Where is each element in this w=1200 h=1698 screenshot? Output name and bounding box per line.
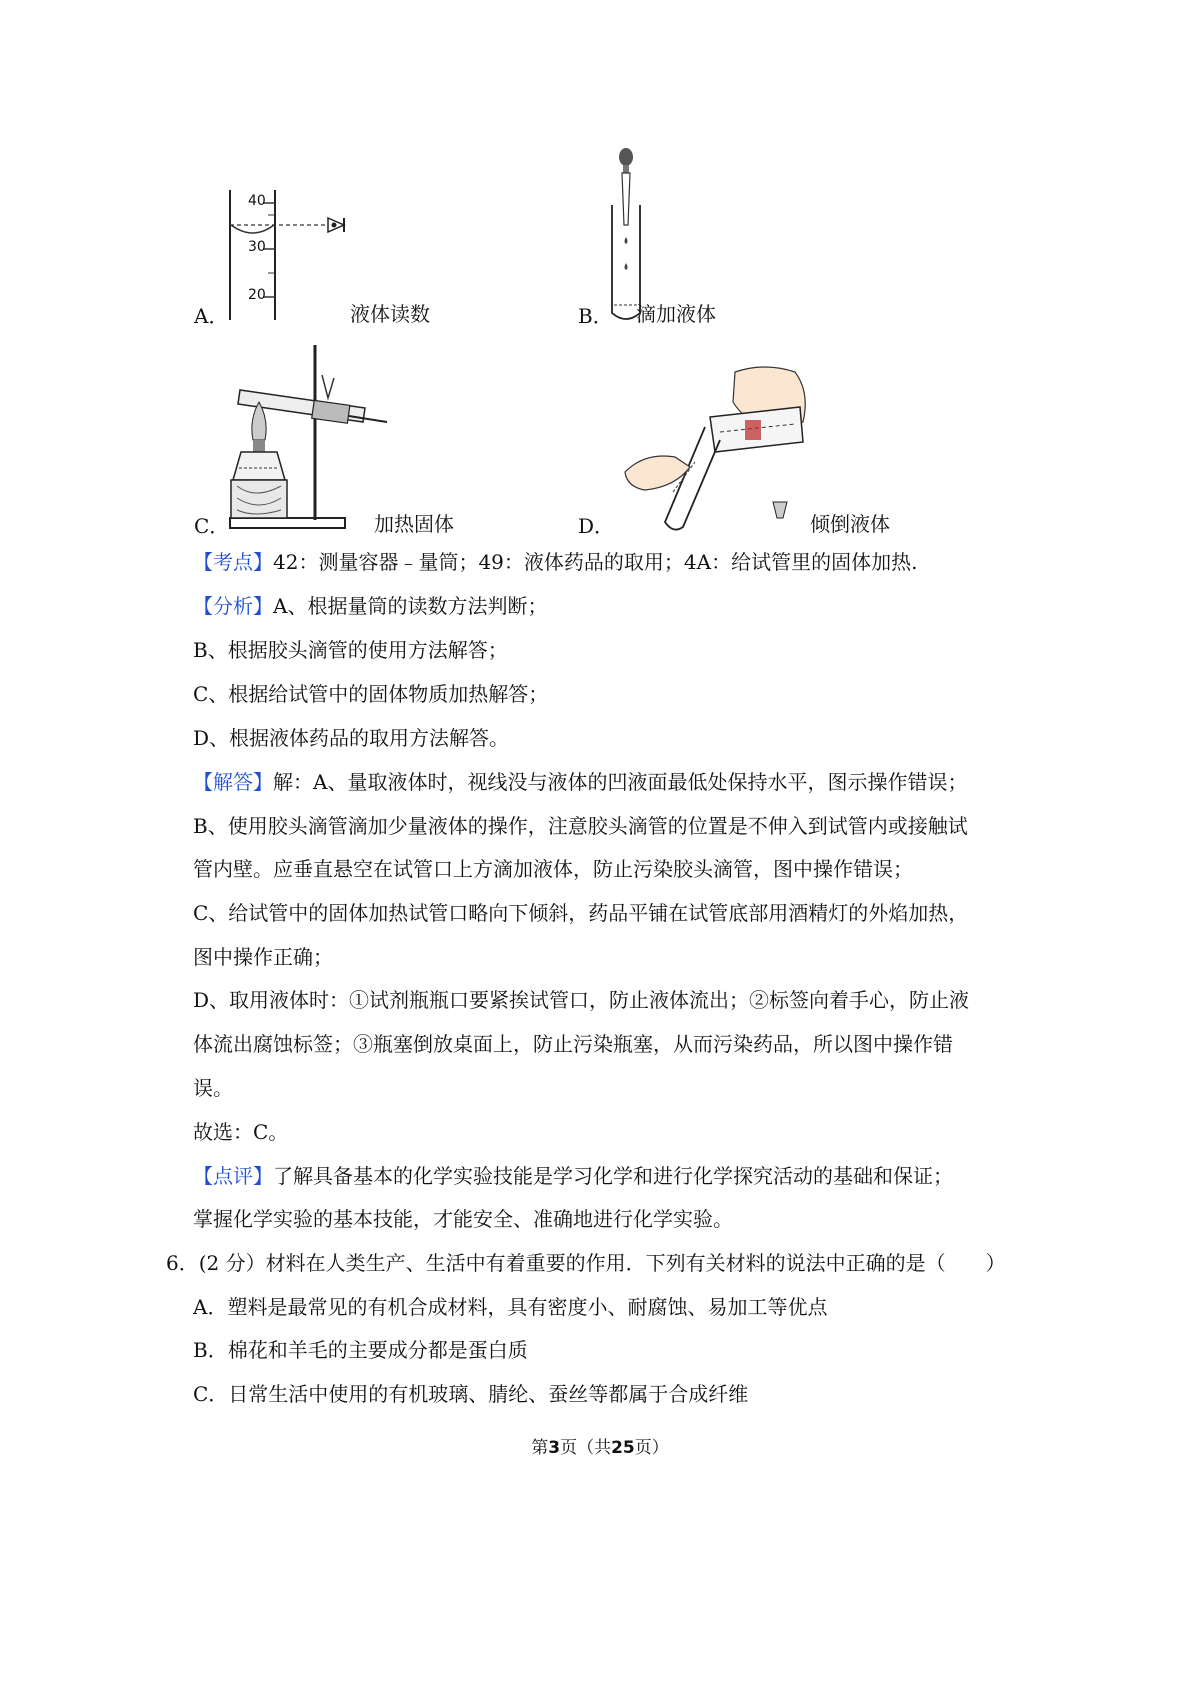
question-6-option-a: A．塑料是最常见的有机合成材料，具有密度小、耐腐蚀、易加工等优点 <box>193 1295 828 1319</box>
jieda-line-6: D、取用液体时：①试剂瓶瓶口要紧挨试管口，防止液体流出；②标签向着手心，防止液 <box>193 988 970 1012</box>
figure-a-tick-20: 20 <box>248 287 266 303</box>
footer-total-pages: 25 <box>611 1438 635 1458</box>
footer-prefix: 第 <box>531 1438 549 1458</box>
jieda-line-5: 图中操作正确； <box>193 945 333 969</box>
figure-a-cylinder-reading <box>220 185 360 325</box>
jieda-line-4: C、给试管中的固体加热试管口略向下倾斜，药品平铺在试管底部用酒精灯的外焰加热， <box>193 901 969 925</box>
figure-a-caption: 液体读数 <box>350 302 430 326</box>
question-6-option-c: C．日常生活中使用的有机玻璃、腈纶、蚕丝等都属于合成纤维 <box>193 1382 749 1406</box>
jieda-line-1 <box>193 768 967 796</box>
fenxi-line-3: C、根据给试管中的固体物质加热解答； <box>193 682 549 706</box>
figure-c-caption: 加热固体 <box>374 512 454 536</box>
figure-a-tick-40: 40 <box>248 193 266 209</box>
figure-b-dropper <box>600 145 650 325</box>
figure-b-letter: B． <box>578 304 613 328</box>
dianping-text-1: 了解具备基本的化学实验技能是学习化学和进行化学探究活动的基础和保证； <box>273 1164 953 1188</box>
fenxi-tag: 【分析】 <box>193 594 273 618</box>
question-6-stem: 6．(2 分）材料在人类生产、生活中有着重要的作用．下列有关材料的说法中正确的是（ ） <box>166 1251 1006 1275</box>
figure-c-heating-setup <box>225 340 395 535</box>
dianping-line-2: 掌握化学实验的基本技能，才能安全、准确地进行化学实验。 <box>193 1207 733 1231</box>
fenxi-line-2: B、根据胶头滴管的使用方法解答； <box>193 638 508 662</box>
jieda-line-2: B、使用胶头滴管滴加少量液体的操作，注意胶头滴管的位置是不伸入到试管内或接触试 <box>193 814 968 838</box>
figure-b-caption: 滴加液体 <box>636 302 716 326</box>
figure-a-tick-30: 30 <box>248 239 266 255</box>
jieda-text-1: 解：A、量取液体时，视线没与液体的凹液面最低处保持水平，图示操作错误； <box>273 770 968 794</box>
figure-d-caption: 倾倒液体 <box>810 512 890 536</box>
figure-d-letter: D． <box>578 514 615 538</box>
jieda-line-8: 误。 <box>193 1076 233 1100</box>
jieda-line-3: 管内壁。应垂直悬空在试管口上方滴加液体，防止污染胶头滴管，图中操作错误； <box>193 857 913 881</box>
kaodian-text: 42：测量容器﹣量筒；49：液体药品的取用；4A：给试管里的固体加热. <box>273 550 918 574</box>
jieda-tag: 【解答】 <box>193 770 273 794</box>
kaodian-line <box>193 548 917 576</box>
figure-c-letter: C． <box>194 514 230 538</box>
fenxi-line-4: D、根据液体药品的取用方法解答。 <box>193 726 510 750</box>
fenxi-text-1: A、根据量筒的读数方法判断； <box>273 594 548 618</box>
dianping-tag: 【点评】 <box>193 1164 273 1188</box>
jieda-line-7: 体流出腐蚀标签；③瓶塞倒放桌面上，防止污染瓶塞，从而污染药品，所以图中操作错 <box>193 1032 953 1056</box>
fenxi-line-1 <box>193 592 547 620</box>
dianping-line-1 <box>193 1162 953 1190</box>
figure-d-pouring-liquid <box>615 362 815 532</box>
footer-suffix: 页） <box>634 1438 669 1458</box>
question-6-option-b: B．棉花和羊毛的主要成分都是蛋白质 <box>193 1338 528 1362</box>
kaodian-tag: 【考点】 <box>193 550 273 574</box>
footer-page-number: 3 <box>548 1438 561 1458</box>
page-footer <box>0 1433 1200 1458</box>
footer-middle: 页（共 <box>560 1438 612 1458</box>
jieda-answer: 故选：C。 <box>193 1120 289 1144</box>
figure-a-letter: A． <box>194 304 229 328</box>
